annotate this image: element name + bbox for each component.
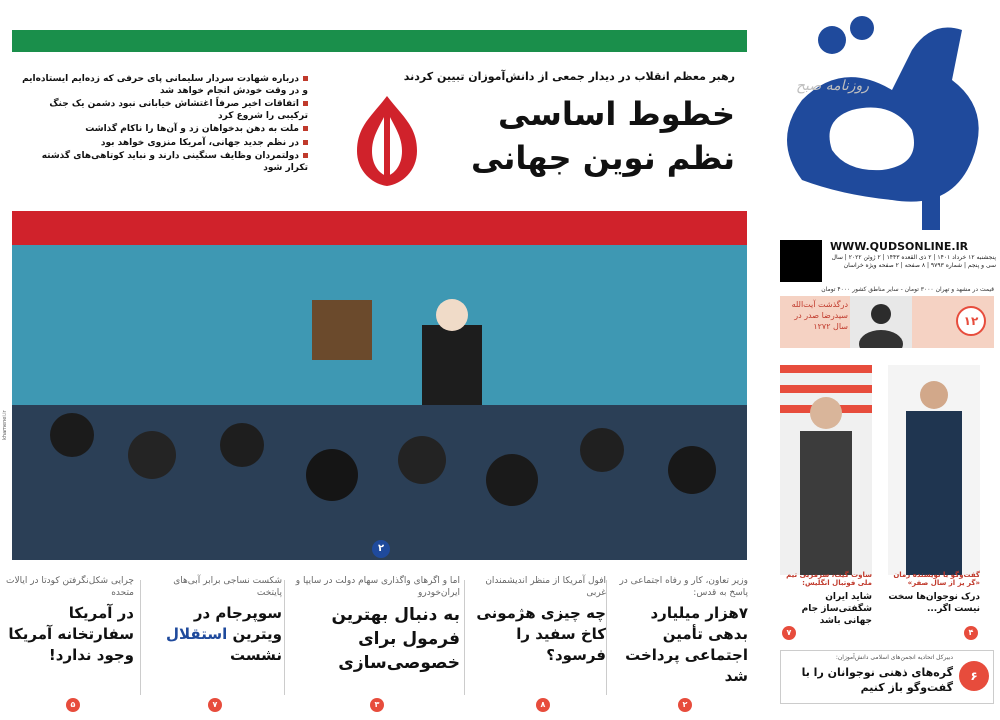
bottom-story-headline[interactable]: چه چیزی هژمونی کاخ سفید را فرسود؟ bbox=[476, 604, 606, 664]
side-story-page: ۷ bbox=[782, 626, 796, 640]
hero-kicker: رهبر معظم انقلاب در دیدار جمعی از دانش‌آموزان تبیین کردند bbox=[403, 70, 735, 83]
bottom-story-headline[interactable]: ۷هزار میلیارد بدهی تأمین اجتماعی پرداخت شد bbox=[625, 604, 748, 685]
photo-credit: khamenei.ir bbox=[2, 410, 8, 440]
bottom-story[interactable] bbox=[290, 575, 460, 710]
portrait-photo bbox=[850, 296, 912, 348]
svg-text:روزنامه صبح: روزنامه صبح bbox=[796, 78, 870, 94]
side-story-headline[interactable]: درک نوجوان‌ها سخت نیست اگر... bbox=[888, 592, 980, 614]
side-story-novelist[interactable] bbox=[888, 365, 980, 635]
headline-part: نشست bbox=[229, 646, 282, 664]
masthead bbox=[762, 0, 1000, 240]
anniversary-badge: ۱۲ bbox=[956, 306, 986, 336]
novelist-photo bbox=[888, 365, 980, 575]
bottom-story[interactable] bbox=[612, 575, 748, 710]
side-story-kicker: گفت‌وگو با نویسنده رمان «گر یز از سال صفر» bbox=[893, 571, 980, 587]
bottom-box-badge: ۶ bbox=[959, 661, 989, 691]
bullet-item: در نظم جدید جهانی، آمریکا منزوی خواهد بود bbox=[18, 138, 308, 150]
side-story-page: ۴ bbox=[964, 626, 978, 640]
bottom-story-headline[interactable]: در آمریکا سفارتخانه آمریکا وجود ندارد! bbox=[8, 604, 134, 664]
anniversary-box bbox=[780, 296, 994, 348]
bottom-story-headline[interactable] bbox=[146, 603, 282, 666]
bullet-item: اتفاقات اخیر صرفاً اغتشاش خیابانی نبود دشمن یک جنگ ترکیبی را شروع کرد bbox=[18, 99, 308, 122]
bottom-story[interactable] bbox=[6, 575, 134, 710]
site-url[interactable]: WWW.QUDSONLINE.IR bbox=[830, 240, 969, 253]
flag-banner-bottom bbox=[12, 205, 747, 247]
bottom-story-headline[interactable]: به دنبال بهترین فرمول برای خصوصی‌سازی bbox=[331, 605, 460, 673]
price-line: قیمت در مشهد و تهران ۳۰۰۰ تومان - سایر مناطق کشور ۴۰۰۰ تومان bbox=[821, 286, 994, 293]
iran-emblem-icon bbox=[332, 86, 442, 196]
headline-highlight: استقلال bbox=[166, 625, 228, 643]
bullet-item: دولتمردان وظایف سنگینی دارند و نباید کوتاهی‌های گذشته تکرار شود bbox=[18, 151, 308, 174]
bottom-story[interactable] bbox=[470, 575, 606, 710]
qr-code-icon bbox=[780, 240, 822, 282]
dateline: پنجشنبه ۱۲ خرداد ۱۴۰۱ | ۲ ذی القعده ۱۴۴۳ | ۲ ژوئن ۲۰۲۲ | سال سی و پنجم | شماره ۹۷۹۳ | ۸ صفحه | ۲ صفحه ویژه خراسان bbox=[831, 254, 996, 269]
bottom-story-kicker: افول آمریکا از منظر اندیشمندان غربی bbox=[485, 576, 606, 598]
hero-bullets bbox=[18, 74, 308, 176]
hero-panel bbox=[12, 30, 747, 560]
divider bbox=[284, 580, 285, 695]
bottom-story-page: ۳ bbox=[370, 698, 384, 712]
bottom-story-kicker: وزیر تعاون، کار و رفاه اجتماعی در پاسخ به قدس: bbox=[619, 576, 748, 598]
bottom-story-kicker: شکست نساجی برابر آبی‌های پایتخت bbox=[173, 576, 282, 598]
hero-page-number[interactable]: ۲ bbox=[372, 540, 390, 558]
bottom-box-headline[interactable]: گره‌های ذهنی نوجوانان را با گفت‌وگو باز کنیم bbox=[801, 666, 953, 694]
headline-part: سوپرجام در ویترین bbox=[193, 604, 282, 643]
side-story-kicker: ساوت گیت، سرمربی تیم ملی فوتبال انگلیس: bbox=[786, 571, 872, 587]
bottom-story-page: ۸ bbox=[536, 698, 550, 712]
flag-banner-top bbox=[12, 30, 747, 58]
bottom-box-story[interactable] bbox=[780, 650, 994, 704]
bottom-story[interactable] bbox=[146, 575, 282, 710]
bottom-story-kicker: اما و اگرهای واگذاری سهام دولت در سایپا و ایران‌خودرو bbox=[295, 576, 460, 598]
bottom-box-kicker: دبیرکل اتحادیه انجمن‌های اسلامی دانش‌آموزان: bbox=[835, 654, 953, 661]
anniversary-text: درگذشت آیت‌الله سیدرضا صدر در سال ۱۲۷۲ bbox=[791, 300, 848, 331]
southgate-photo bbox=[780, 365, 872, 575]
crowd-photo bbox=[12, 245, 747, 560]
divider bbox=[140, 580, 141, 695]
side-story-southgate[interactable] bbox=[780, 365, 872, 635]
quds-logo-icon bbox=[762, 0, 1000, 240]
side-story-headline[interactable]: شاید ایران شگفتی‌ساز جام جهانی باشد bbox=[801, 592, 872, 626]
bottom-story-kicker: چرایی شکل‌نگرفتن کودتا در ایالات متحده bbox=[5, 576, 134, 598]
bullet-item: درباره شهادت سردار سلیمانی پای حرفی که زده‌ایم ایستاده‌ایم و در وقت خودش انجام خواهد شد bbox=[18, 74, 308, 97]
bottom-story-page: ۷ bbox=[208, 698, 222, 712]
bullet-item: ملت به دهن بدخواهان زد و آن‌ها را ناکام گذاشت bbox=[18, 124, 308, 136]
hero-headline[interactable]: خطوط اساسی نظم نوین جهانی bbox=[470, 95, 735, 177]
divider bbox=[606, 580, 607, 695]
divider bbox=[464, 580, 465, 695]
bottom-story-page: ۲ bbox=[678, 698, 692, 712]
bottom-story-page: ۵ bbox=[66, 698, 80, 712]
